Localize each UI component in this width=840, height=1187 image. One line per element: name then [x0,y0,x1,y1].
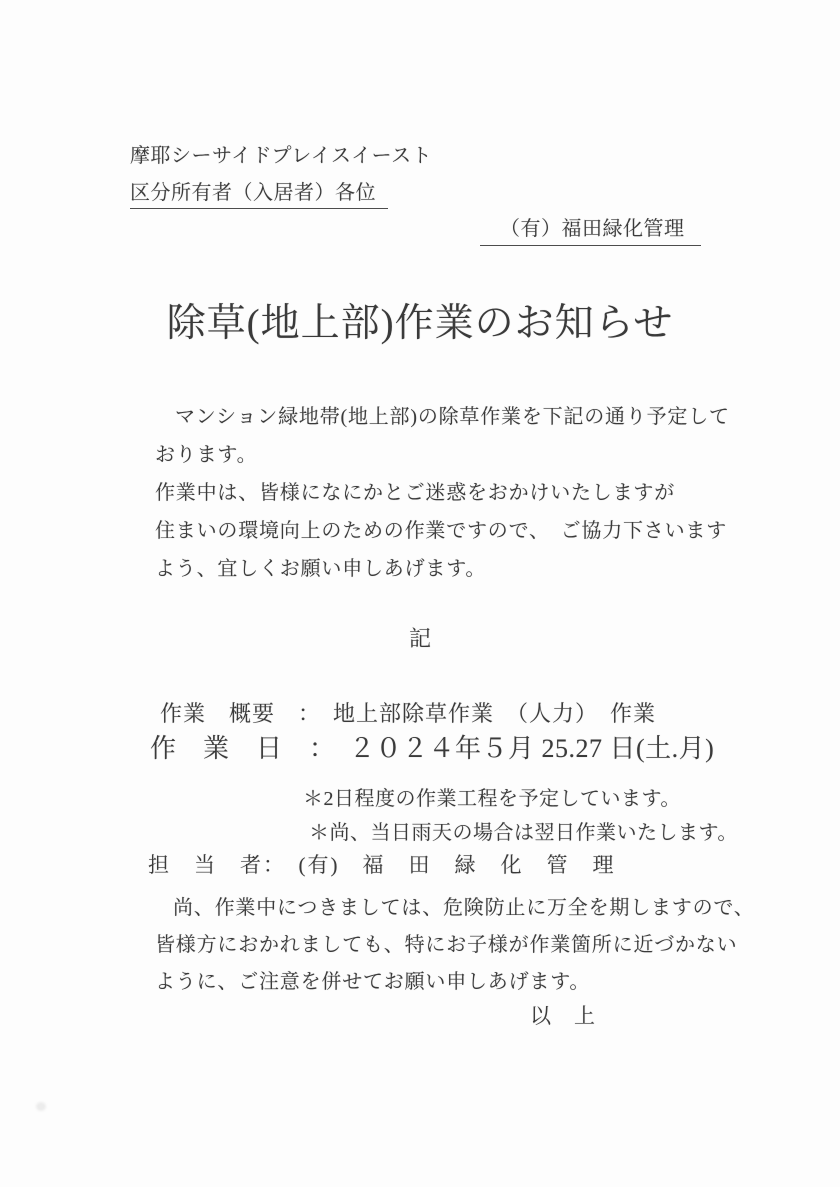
building-name: 摩耶シーサイドプレイスイースト [130,145,433,167]
intro-paragraph-line: マンション緑地帯(地上部)の除草作業を下記の通り予定して [175,406,730,428]
work-overview-line: 作業 概要 ： 地上部除草作業 （人力） 作業 [160,701,657,726]
intro-paragraph-line: 住まいの環境向上のための作業ですので、 ご協力下さいます [155,520,727,542]
scan-artifact-smudge [36,1102,46,1111]
manager-line: 担 当 者： (有) 福 田 緑 化 管 理 [148,853,616,877]
rain-postponement-note: ＊尚、当日雨天の場合は翌日作業いたします。 [309,822,738,844]
addressee-line: 区分所有者（入居者）各位 [130,176,388,209]
caution-paragraph-line: ように、ご注意を併せてお願い申しあげます。 [155,971,591,993]
work-date-line: 作 業 日 ： ２０２４年５月 25.27 日(土.月) [150,734,715,763]
record-marker: 記 [408,626,431,651]
intro-paragraph-line: よう、宜しくお願い申しあげます。 [155,558,487,580]
sender-company-name: （有）福田緑化管理 [480,212,701,246]
intro-paragraph-line: 作業中は、皆様になにかとご迷惑をおかけいたしますが [155,482,675,504]
closing-phrase: 以 上 [530,1004,596,1028]
caution-paragraph-line: 尚、作業中につきましては、危険防止に万全を期しますので、 [173,897,755,919]
page-title: 除草(地上部)作業のお知らせ [166,302,674,345]
work-duration-note: ＊2日程度の作業工程を予定しています。 [303,788,681,810]
intro-paragraph-line: おります。 [155,444,258,466]
caution-paragraph-line: 皆様方におかれましても、特にお子様が作業箇所に近づかない [155,934,738,956]
